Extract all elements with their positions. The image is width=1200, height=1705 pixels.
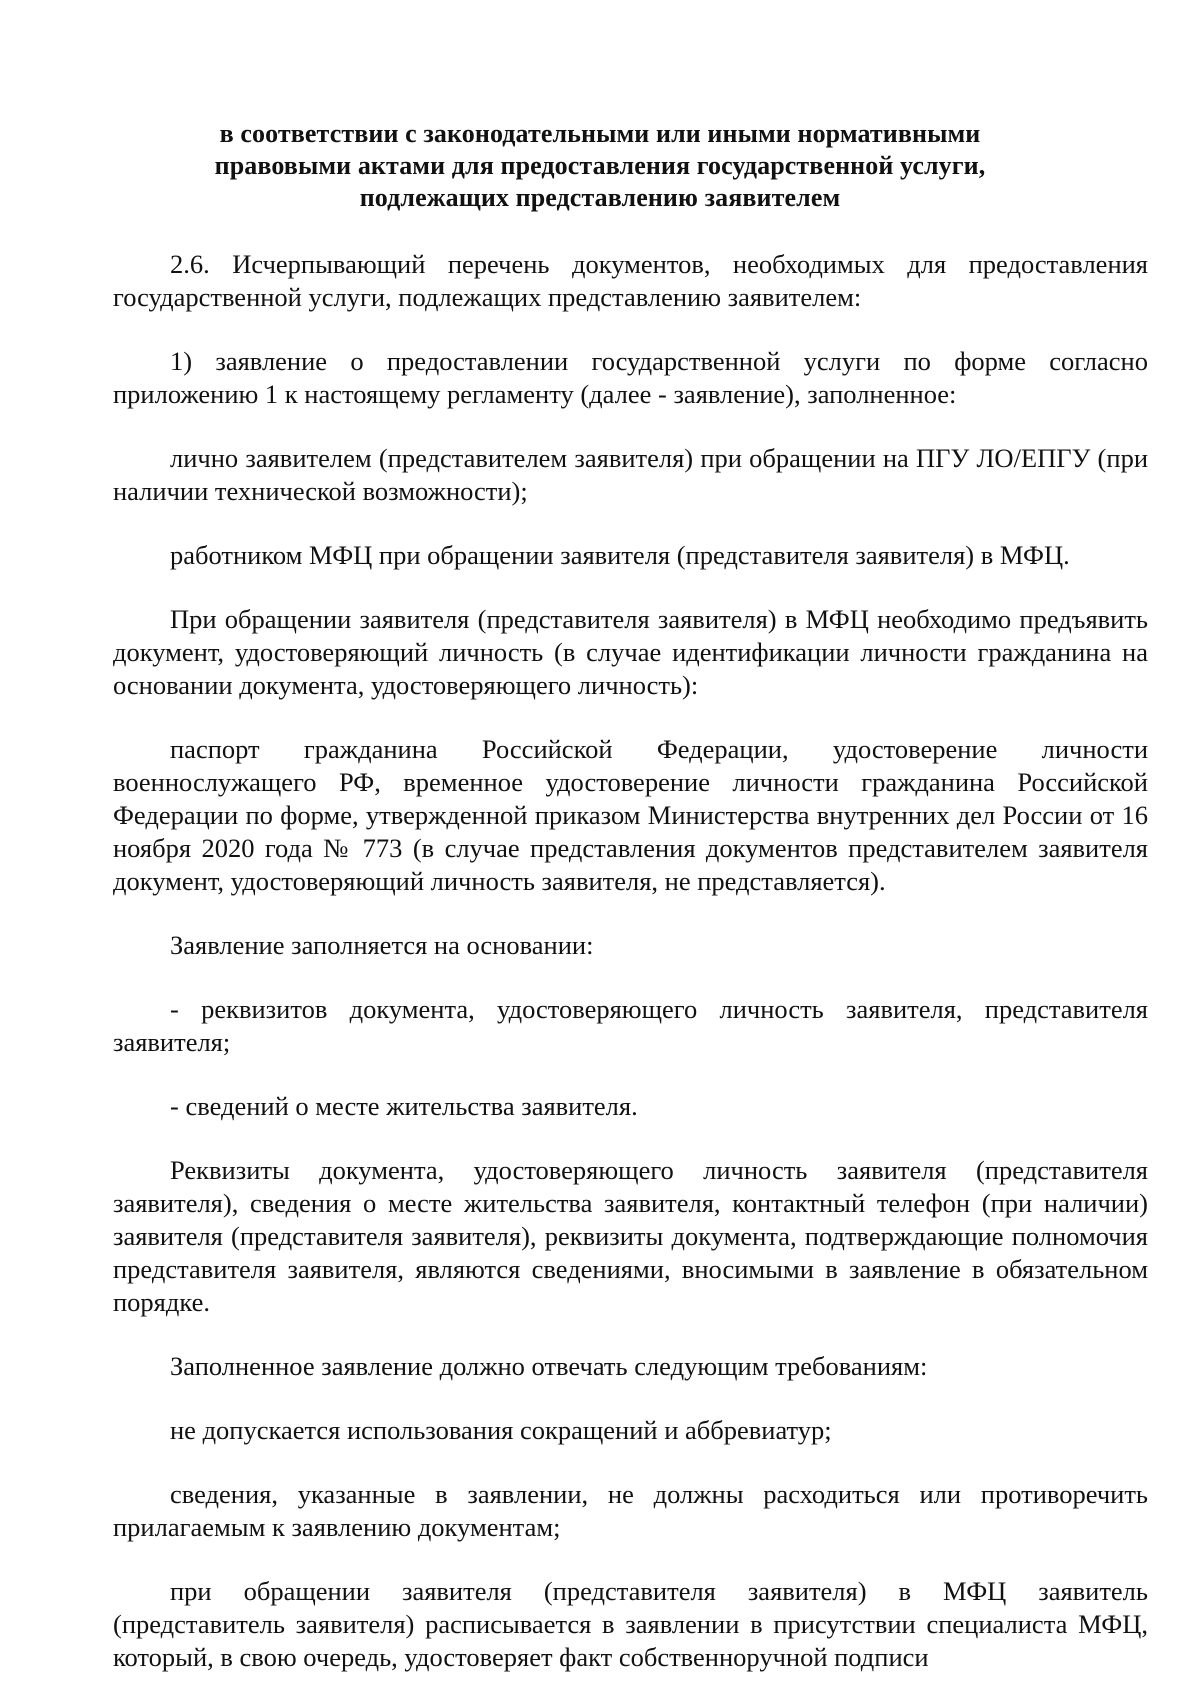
paragraph-requisites: - реквизитов документа, удостоверяющего личность заявителя, представителя заявителя;	[113, 994, 1148, 1057]
paragraph-mfc-worker: работником МФЦ при обращении заявителя (представителя заявителя) в МФЦ.	[170, 540, 1070, 570]
section-heading	[150, 118, 1050, 214]
paragraph-signature: при обращении заявителя (представителя заявителя) в МФЦ заявитель (представитель заявителя) расписывается в заявлении в присутствии специалиста МФЦ, который, в свою очередь, удостоверяет факт собственноручной подписи	[113, 1576, 1148, 1672]
paragraph-consistency: сведения, указанные в заявлении, не должны расходиться или противоречить прилагаемым к заявлению документам;	[113, 1479, 1148, 1542]
paragraph-requirements: Заполненное заявление должно отвечать следующим требованиям:	[170, 1351, 928, 1381]
paragraph-personal: лично заявителем (представителем заявителя) при обращении на ПГУ ЛО/ЕПГУ (при наличии технической возможности);	[113, 443, 1148, 506]
paragraph-identity-document: При обращении заявителя (представителя заявителя) в МФЦ необходимо предъявить документ, удостоверяющий личность (в случае идентификации личности гражданина на основании документа, удостоверяющего личность):	[113, 604, 1148, 700]
heading-line: подлежащих представлению заявителем	[359, 183, 841, 212]
paragraph-mandatory-info: Реквизиты документа, удостоверяющего личность заявителя (представителя заявителя), сведения о месте жительства заявителя, контактный телефон (при наличии) заявителя (представителя заявителя), реквизиты документа, подтверждающие полномочия представителя заявителя, являются сведениями, вносимыми в заявление в обязательном порядке.	[113, 1155, 1148, 1317]
document-body	[113, 248, 1148, 1705]
heading-line: в соответствии с законодательными или иными нормативными	[219, 119, 981, 148]
paragraph-filled-basis: Заявление заполняется на основании:	[170, 930, 594, 960]
heading-line: правовыми актами для предоставления государственной услуги,	[214, 151, 986, 180]
paragraph-residence: - сведений о месте жительства заявителя.	[170, 1091, 638, 1121]
paragraph-item-1: 1) заявление о предоставлении государственной услуги по форме согласно приложению 1 к настоящему регламенту (далее - заявление), заполненное:	[113, 346, 1148, 409]
paragraph-2-6: 2.6. Исчерпывающий перечень документов, необходимых для предоставления государственной услуги, подлежащих представлению заявителем:	[113, 249, 1148, 312]
paragraph-passport: паспорт гражданина Российской Федерации, удостоверение личности военнослужащего РФ, временное удостоверение личности гражданина Российской Федерации по форме, утвержденной приказом Министерства внутренних дел России от 16 ноября 2020 года № 773 (в случае представления документов представителем заявителя документ, удостоверяющий личность заявителя, не представляется).	[113, 734, 1148, 896]
paragraph-no-abbreviations: не допускается использования сокращений и аббревиатур;	[170, 1415, 832, 1445]
